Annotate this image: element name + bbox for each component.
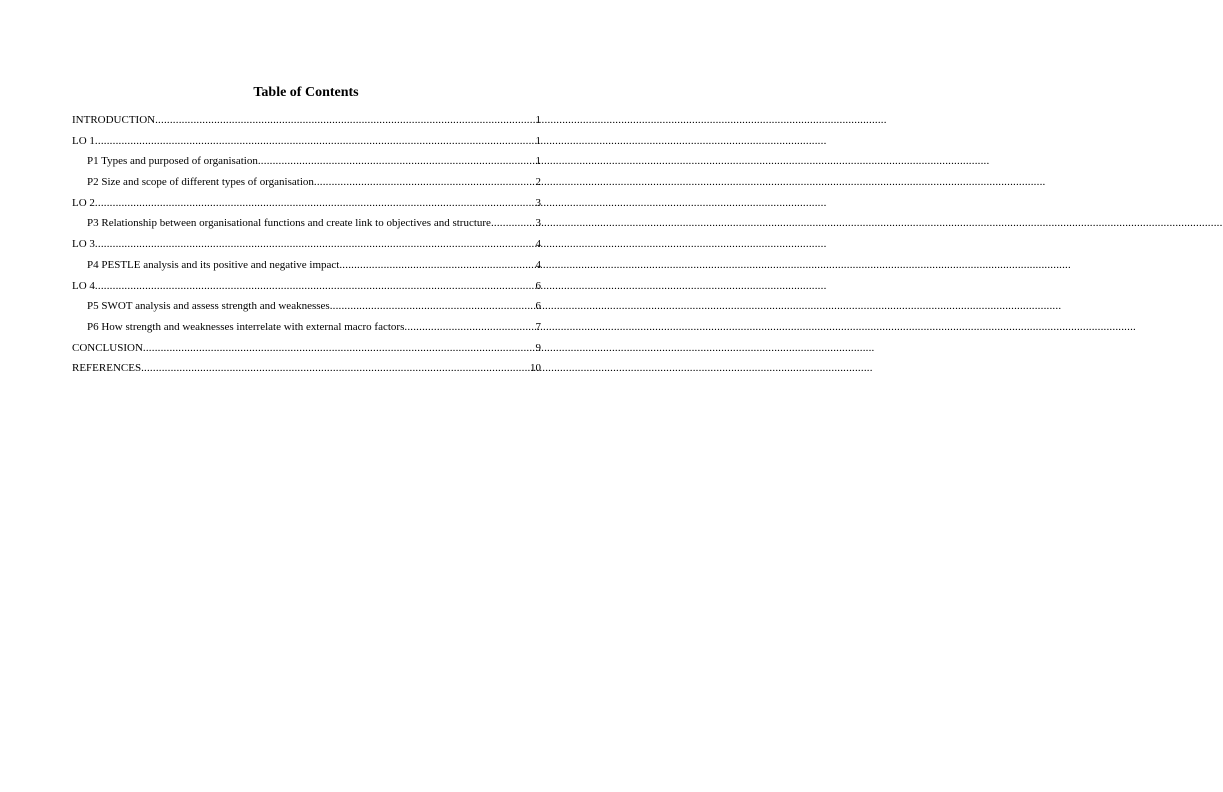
toc-dot-leader: [404, 320, 534, 334]
toc-dot-leader: [155, 113, 534, 127]
toc-dot-leader: [95, 196, 535, 210]
toc-entry-page-number: 4: [535, 238, 541, 251]
toc-entry-label: INTRODUCTION: [72, 114, 156, 126]
toc-entry-page-number: 1: [535, 155, 541, 168]
toc-entry[interactable]: [72, 237, 541, 258]
toc-dot-leader: [314, 175, 535, 189]
toc-dot-leader: [143, 341, 535, 355]
toc-entry-label: P4 PESTLE analysis and its positive and negative impact: [87, 258, 340, 271]
toc-dot-leader: [330, 299, 535, 313]
toc-entry[interactable]: [72, 216, 541, 237]
toc-entry-page-number: 1: [535, 134, 541, 147]
toc-entry-label: LO 3: [72, 238, 95, 251]
toc-dot-leader: [491, 216, 535, 230]
toc-entry[interactable]: [72, 341, 541, 362]
toc-entry-label: REFERENCES: [72, 362, 142, 375]
toc-entry[interactable]: [72, 258, 541, 279]
toc-dot-leader: [141, 361, 529, 375]
toc-entry-label: LO 1: [72, 134, 95, 147]
toc-entry[interactable]: [72, 175, 541, 196]
toc-entry[interactable]: [72, 134, 541, 155]
toc-entry-page-number: 9: [535, 341, 541, 354]
toc-entry-page-number: 3: [535, 196, 541, 209]
toc-entry-page-number: 4: [535, 258, 541, 271]
toc-entry-label: CONCLUSION: [72, 341, 143, 354]
toc-entry-page-number: 10: [530, 362, 541, 375]
toc-list: [72, 113, 541, 382]
toc-entry[interactable]: [72, 299, 541, 320]
toc-entry[interactable]: [72, 279, 541, 300]
toc-entry-page-number: 1: [535, 114, 541, 126]
toc-entry-label: P2 Size and scope of different types of organisation: [87, 176, 314, 189]
toc-dot-leader: [258, 154, 535, 168]
toc-entry-page-number: 7: [535, 320, 541, 333]
toc-entry-label: LO 2: [72, 196, 95, 209]
toc-entry[interactable]: [72, 154, 541, 175]
toc-entry-label: P5 SWOT analysis and assess strength and weaknesses: [87, 300, 330, 313]
toc-entry-label: P6 How strength and weaknesses interrelate with external macro factors: [87, 320, 405, 333]
toc-title: Table of Contents: [253, 85, 359, 100]
toc-entry[interactable]: [72, 196, 541, 217]
toc-dot-leader: [95, 279, 535, 293]
toc-dot-leader: [95, 237, 535, 251]
toc-dot-leader: [95, 134, 535, 148]
toc-dot-leader: [339, 258, 534, 272]
toc-entry[interactable]: [72, 361, 541, 382]
toc-entry-page-number: 6: [535, 279, 541, 292]
toc-entry-label: LO 4: [72, 279, 95, 292]
toc-entry[interactable]: [72, 320, 541, 341]
toc-entry[interactable]: [72, 113, 541, 134]
toc-entry-page-number: 6: [535, 300, 541, 313]
toc-entry-page-number: 2: [535, 176, 541, 189]
toc-entry-page-number: 3: [535, 217, 541, 230]
toc-entry-label: P1 Types and purposed of organisation: [87, 155, 258, 168]
toc-entry-label: P3 Relationship between organisational functions and create link to objectives and structure: [87, 217, 491, 230]
